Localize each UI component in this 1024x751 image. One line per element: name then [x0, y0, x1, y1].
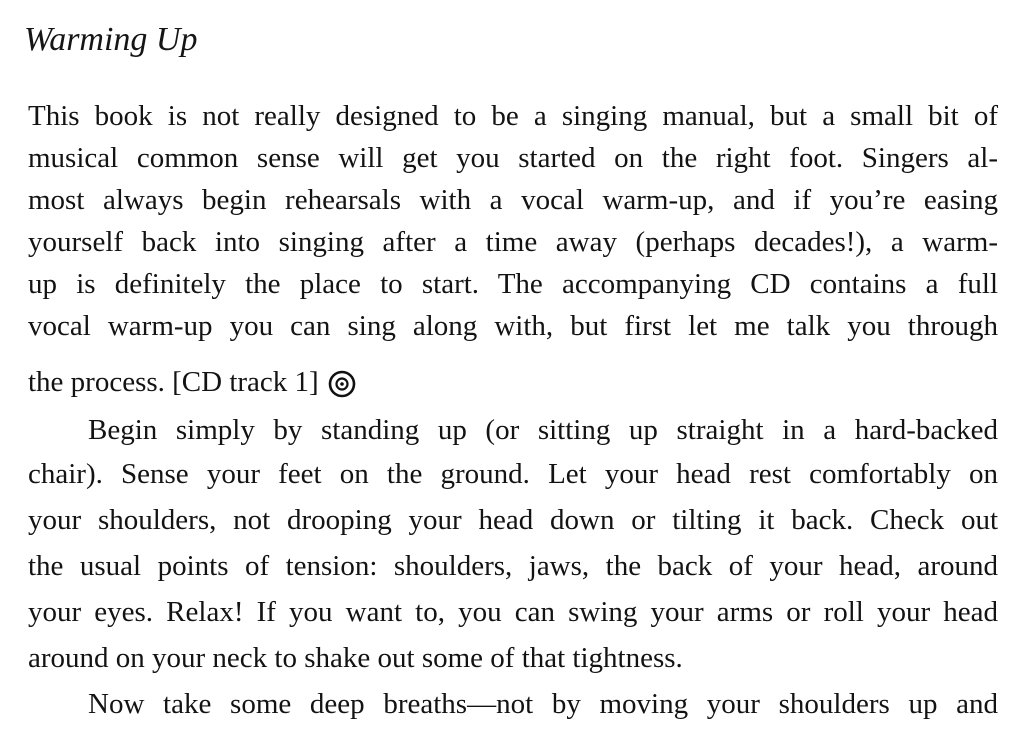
paragraph-2-line-1: Begin simply by standing up (or sitting up straight in a hard-backed: [88, 414, 998, 446]
paragraph-1-line-7: [28, 362, 998, 402]
paragraph-2-line-3: your shoulders, not drooping your head down or tilting it back. Check out: [28, 504, 998, 536]
paragraph-2-line-2: chair). Sense your feet on the ground. Let your head rest comfortably on: [28, 458, 998, 490]
paragraph-1-line-4: yourself back into singing after a time away (perhaps decades!), a warm-: [28, 226, 998, 258]
paragraph-1-line-2: musical common sense will get you started on the right foot. Singers al-: [28, 142, 998, 174]
cd-disc-icon: [327, 369, 357, 399]
paragraph-2-line-6: around on your neck to shake out some of that tightness.: [28, 642, 683, 674]
paragraph-1-line-1: This book is not really designed to be a singing manual, but a small bit of: [28, 100, 998, 132]
paragraph-2-line-4: the usual points of tension: shoulders, jaws, the back of your head, around: [28, 550, 998, 582]
paragraph-3-line-1: Now take some deep breaths—not by moving your shoulders up and: [88, 688, 998, 720]
paragraph-1-line-5: up is definitely the place to start. The accompanying CD contains a full: [28, 268, 998, 300]
section-heading: Warming Up: [24, 21, 198, 58]
paragraph-2-line-5: your eyes. Relax! If you want to, you can swing your arms or roll your head: [28, 596, 998, 628]
paragraph-1-line-3: most always begin rehearsals with a vocal warm-up, and if you’re easing: [28, 184, 998, 216]
paragraph-1-line-6: vocal warm-up you can sing along with, but first let me talk you through: [28, 310, 998, 342]
paragraph-1-last-line-text: the process. [CD track 1]: [28, 366, 319, 398]
